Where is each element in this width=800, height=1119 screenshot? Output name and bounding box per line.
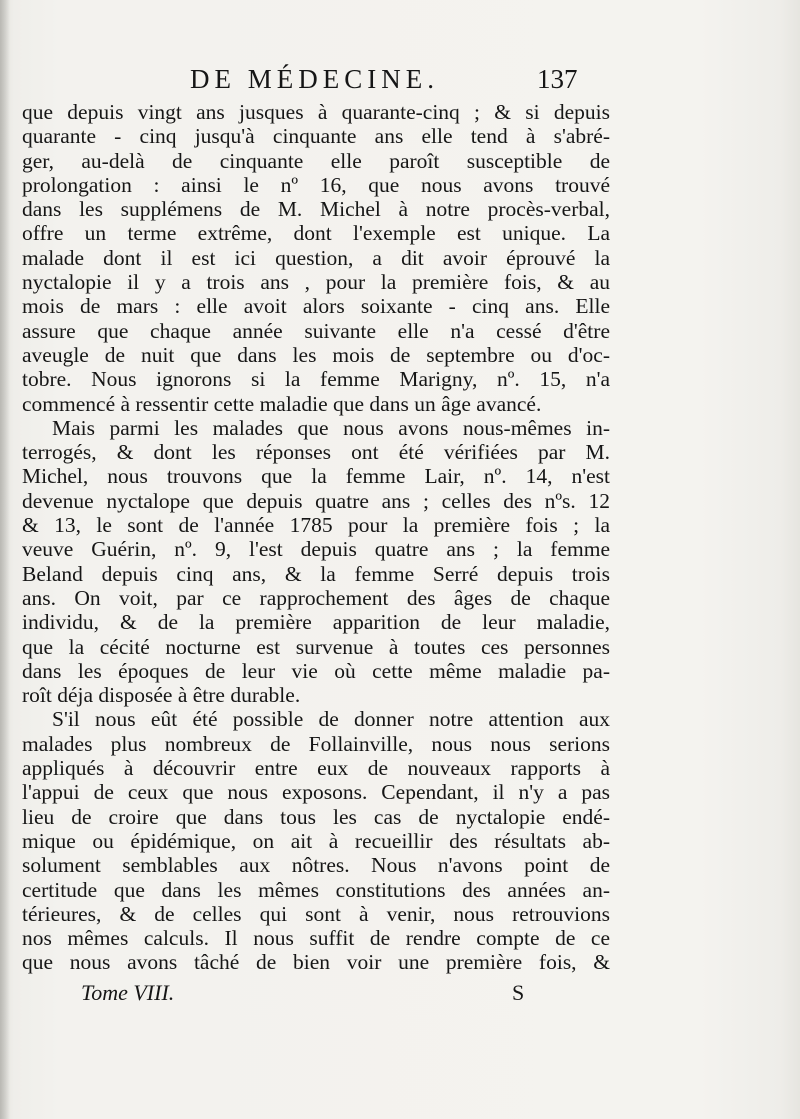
text-line: & 13, le sont de l'année 1785 pour la première fois ; la xyxy=(22,513,610,538)
text-line: l'appui de ceux que nous exposons. Cependant, il n'y a pas xyxy=(22,780,610,805)
text-line: tobre. Nous ignorons si la femme Marigny, nº. 15, n'a xyxy=(22,367,610,392)
page-footer xyxy=(0,980,800,1010)
text-line: aveugle de nuit que dans les mois de septembre ou d'oc- xyxy=(22,342,610,367)
text-line: offre un terme extrême, dont l'exemple est unique. La xyxy=(22,221,610,246)
text-line: lieu de croire que dans tous les cas de nyctalopie endé- xyxy=(22,804,610,829)
text-line: roît déja disposée à être durable. xyxy=(22,683,301,708)
text-line: nyctalopie il y a trois ans , pour la première fois, & au xyxy=(22,270,610,295)
volume-label: Tome VIII. xyxy=(81,980,175,1005)
text-line: certitude que dans les mêmes constitutions des années an- xyxy=(22,877,610,902)
text-line: terrogés, & dont les réponses ont été vérifiées par M. xyxy=(22,440,610,465)
text-line: dans les époques de leur vie où cette même maladie pa- xyxy=(22,658,610,683)
text-line: que la cécité nocturne est survenue à toutes ces personnes xyxy=(22,634,610,659)
text-line: commencé à ressentir cette maladie que dans un âge avancé. xyxy=(22,391,542,416)
text-line: assure que chaque année suivante elle n'a cessé d'être xyxy=(22,318,610,343)
text-line: quarante - cinq jusqu'à cinquante ans elle tend à s'abré- xyxy=(22,124,610,149)
text-line: malade dont il est ici question, a dit avoir éprouvé la xyxy=(22,245,610,270)
text-line: que depuis vingt ans jusques à quarante-cinq ; & si depuis xyxy=(22,100,610,124)
text-line: que nous avons tâché de bien voir une première fois, & xyxy=(22,950,610,975)
text-line: malades plus nombreux de Follainville, nous nous serions xyxy=(22,731,610,756)
page-gutter-shadow xyxy=(0,0,10,1119)
body-text xyxy=(22,100,610,975)
text-line: Michel, nous trouvons que la femme Lair, nº. 14, n'est xyxy=(22,464,610,489)
text-line: dans les supplémens de M. Michel à notre procès-verbal, xyxy=(22,197,610,222)
text-line: prolongation : ainsi le nº 16, que nous avons trouvé xyxy=(22,172,610,197)
text-line: ger, au-delà de cinquante elle paroît susceptible de xyxy=(22,148,610,173)
text-line: veuve Guérin, nº. 9, l'est depuis quatre ans ; la femme xyxy=(22,537,610,562)
running-head: DE MÉDECINE. xyxy=(190,64,439,94)
text-line: appliqués à découvrir entre eux de nouveaux rapports à xyxy=(22,756,610,781)
page-number: 137 xyxy=(537,64,578,94)
text-line: nos mêmes calculs. Il nous suffit de rendre compte de ce xyxy=(22,926,610,951)
text-line: ans. On voit, par ce rapprochement des âges de chaque xyxy=(22,585,610,610)
text-line: térieures, & de celles qui sont à venir, nous retrouvions xyxy=(22,901,610,926)
text-line: Mais parmi les malades que nous avons nous-mêmes in- xyxy=(52,415,610,440)
text-line: S'il nous eût été possible de donner notre attention aux xyxy=(52,707,610,732)
text-line: mois de mars : elle avoit alors soixante - cinq ans. Elle xyxy=(22,294,610,319)
text-line: Beland depuis cinq ans, & la femme Serré depuis trois xyxy=(22,561,610,586)
text-line: individu, & de la première apparition de leur maladie, xyxy=(22,610,610,635)
text-line: solument semblables aux nôtres. Nous n'avons point de xyxy=(22,853,610,878)
text-line: mique ou épidémique, on ait à recueillir des résultats ab- xyxy=(22,828,610,853)
text-line: devenue nyctalope que depuis quatre ans ; celles des nºs. 12 xyxy=(22,488,610,513)
signature-mark: S xyxy=(512,980,525,1005)
page-header xyxy=(0,64,800,104)
